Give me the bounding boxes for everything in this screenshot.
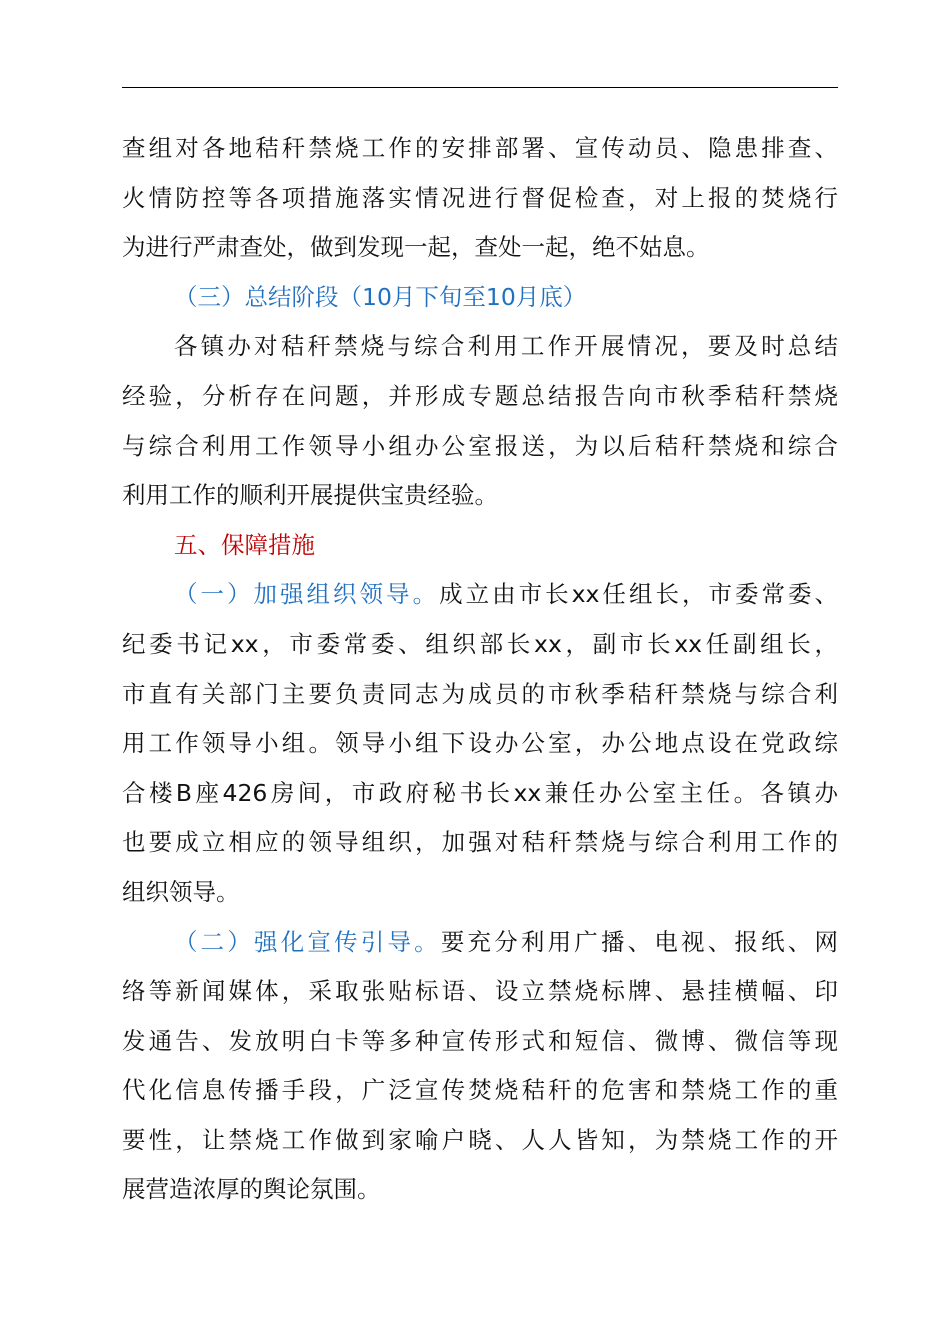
text-line: 查组对各地秸秆禁烧工作的安排部署、宣传动员、隐患排查、 [122,134,838,162]
document-body [122,124,838,1215]
text-line: 用工作领导小组。领导小组下设办公室，办公地点设在党政综 [122,729,838,758]
text-line: 代化信息传播手段，广泛宣传焚烧秸秆的危害和禁烧工作的重 [122,1076,838,1105]
lead-heading-publicity: （二）强化宣传引导。 [174,927,441,956]
header-rule [122,87,838,88]
subheading-summary-stage: （三）总结阶段（10月下旬至10月底） [174,282,587,311]
text-line: 市直有关部门主要负责同志为成员的市秋季秸秆禁烧与综合利 [122,679,838,708]
paragraph-summary [122,322,838,520]
text-line: 要性，让禁烧工作做到家喻户晓、人人皆知，为禁烧工作的开 [122,1125,838,1154]
text-line: 火情防控等各项措施落实情况进行督促检查，对上报的焚烧行 [122,183,838,212]
text-line: 与综合利用工作领导小组办公室报送，为以后秸秆禁烧和综合 [122,431,838,460]
text-line-first [122,570,838,620]
text-line: 发通告、发放明白卡等多种宣传形式和短信、微博、微信等现 [122,1026,838,1055]
text-line: 经验，分析存在问题，并形成专题总结报告向市秋季秸秆禁烧 [122,381,838,410]
text-line: 各镇办对秸秆禁烧与综合利用工作开展情况，要及时总结 [174,332,838,361]
text-line: 也要成立相应的领导组织，加强对秸秆禁烧与综合利用工作的 [122,828,838,857]
paragraph-publicity [122,918,838,1216]
text-line: 合楼B座426房间，市政府秘书长xx兼任办公室主任。各镇办 [122,778,838,807]
text-line: 为进行严肃查处，做到发现一起，查处一起，绝不姑息。 [122,233,710,262]
paragraph-organization [122,570,838,917]
paragraph-inspection [122,124,838,273]
section-heading-safeguards: 五、保障措施 [174,530,315,559]
lead-heading-organization: （一）加强组织领导。 [174,580,440,609]
text-line: 络等新闻媒体，采取张贴标语、设立禁烧标牌、悬挂横幅、印 [122,977,838,1006]
text-run: 成立由市长xx任组长，市委常委、 [439,580,838,609]
text-line: 展营造浓厚的舆论氛围。 [122,1175,381,1204]
text-line-first [122,918,838,968]
text-line: 纪委书记xx，市委常委、组织部长xx，副市长xx任副组长， [122,629,838,658]
text-line: 组织领导。 [122,877,240,906]
text-run: 要充分利用广播、电视、报纸、网 [440,927,838,956]
text-line: 利用工作的顺利开展提供宝贵经验。 [122,481,498,510]
